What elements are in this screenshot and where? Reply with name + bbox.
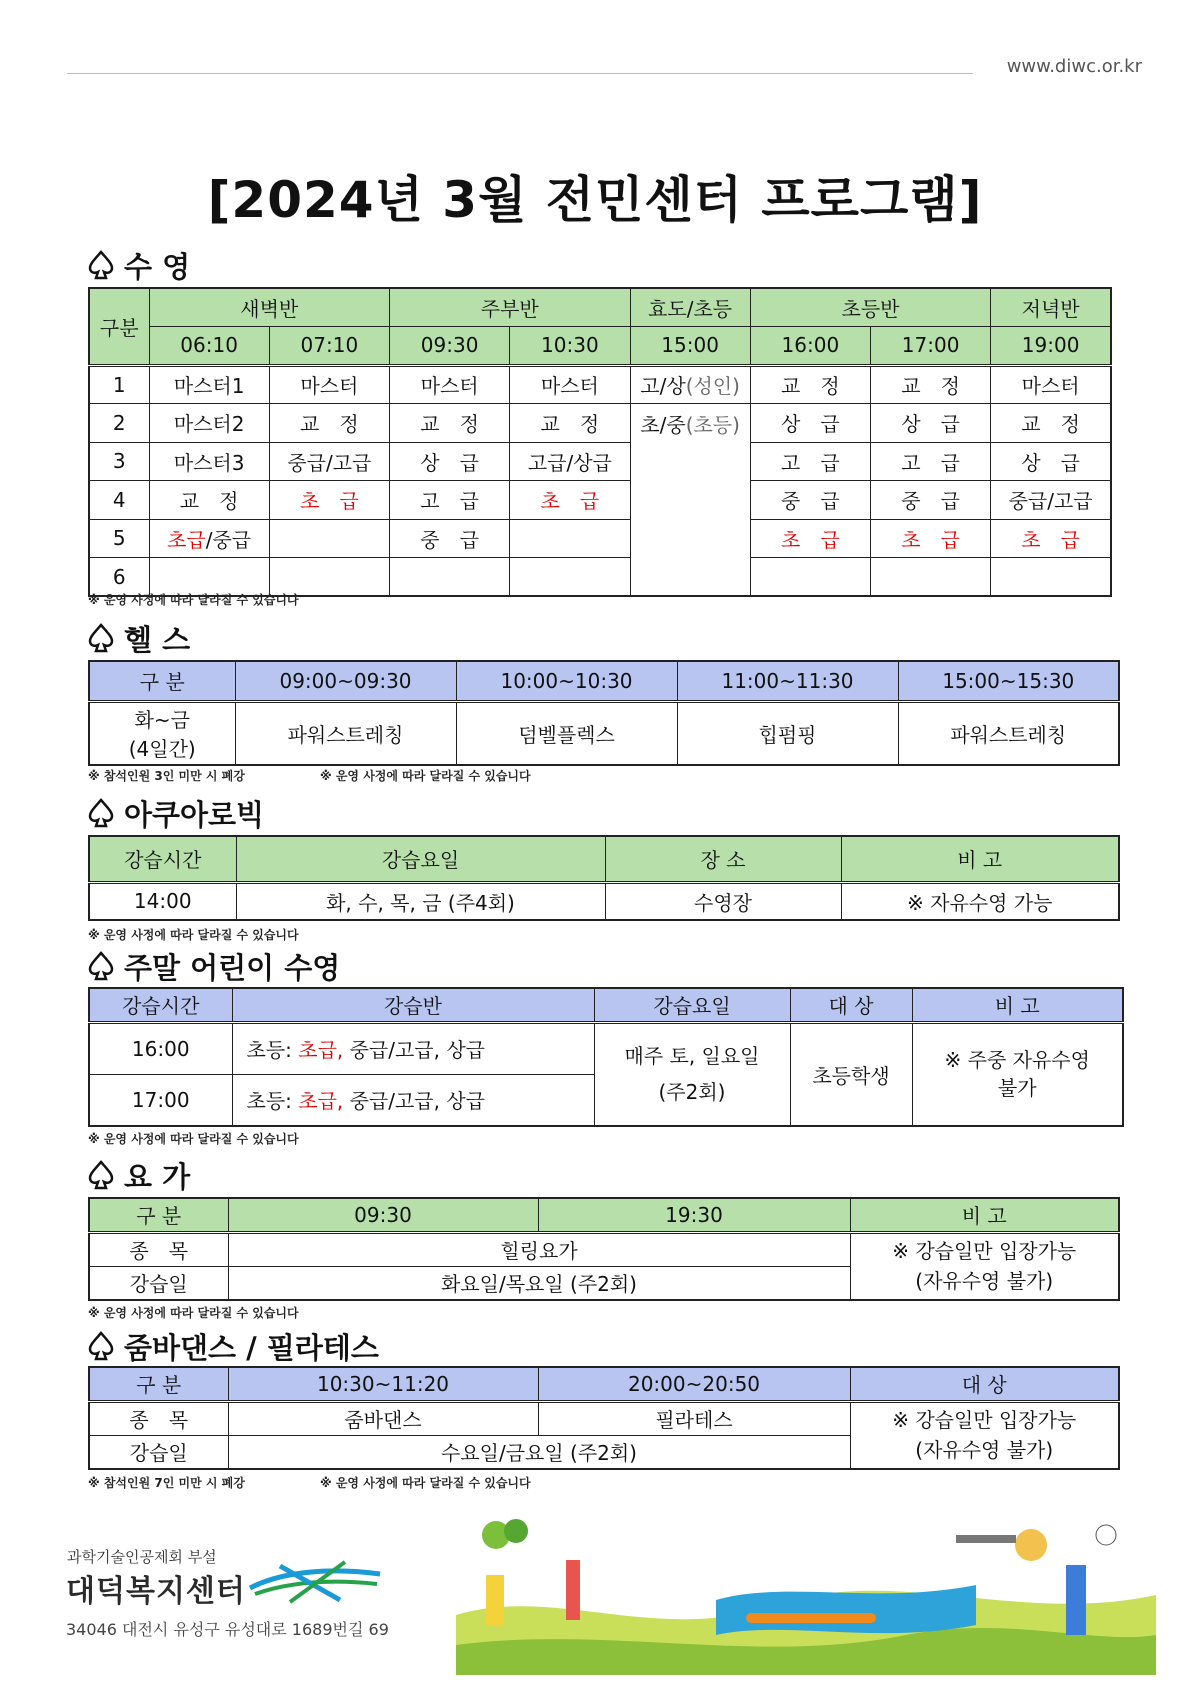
section-zumba	[88, 1328, 379, 1364]
class-cell: 교 정	[871, 365, 991, 404]
section-aqua	[88, 795, 264, 831]
table-row	[89, 519, 1111, 558]
spade-icon	[88, 1331, 114, 1361]
swim-table	[88, 287, 1112, 597]
empty-cell	[390, 558, 510, 597]
class-cell: 교 정	[750, 365, 870, 404]
column-header: 구 분	[89, 1367, 228, 1401]
class-cell	[149, 519, 269, 558]
class-cell: 마스터	[269, 365, 389, 404]
program-cell: 덤벨플렉스	[456, 701, 677, 765]
class-cell: 마스터	[390, 365, 510, 404]
row-number: 4	[89, 481, 149, 520]
time-header: 09:30	[390, 327, 510, 366]
page-title: [2024년 3월 전민센터 프로그램]	[207, 171, 983, 229]
time-header: 07:10	[269, 327, 389, 366]
table-row	[89, 1022, 1123, 1074]
remark-line: ※ 강습일만 입장가능	[892, 1408, 1077, 1433]
target-cell: 초등학생	[790, 1022, 912, 1126]
column-header: 20:00~20:50	[538, 1367, 850, 1401]
class-cell: 마스터3	[149, 442, 269, 481]
days-cell	[594, 1022, 790, 1126]
class-prefix: 초등:	[246, 1038, 299, 1062]
column-header: 강습시간	[89, 836, 236, 882]
swim-note: ※ 운영 사정에 따라 달라질 수 있습니다	[88, 593, 299, 607]
column-header: 대 상	[850, 1367, 1119, 1401]
header-rule	[67, 73, 973, 74]
spade-icon	[88, 250, 114, 280]
column-header: 강습반	[232, 988, 594, 1022]
group-header: 효도/초등	[630, 288, 750, 327]
row-number: 3	[89, 442, 149, 481]
class-cell: 중 급	[750, 481, 870, 520]
row-label: 종 목	[89, 1401, 228, 1435]
remark-cell: ※ 자유수영 가능	[841, 882, 1119, 920]
empty-cell	[630, 442, 750, 596]
class-cell: 교 정	[269, 404, 389, 443]
table-row	[89, 404, 1111, 443]
class-main: 초/중	[640, 412, 686, 437]
row-label: 강습일	[89, 1266, 228, 1300]
group-header: 초등반	[750, 288, 991, 327]
group-header: 새벽반	[149, 288, 390, 327]
column-header: 강습요일	[594, 988, 790, 1022]
table-row	[89, 701, 1119, 765]
row-number: 1	[89, 365, 149, 404]
remark-cell	[850, 1401, 1119, 1469]
column-header: 15:00~15:30	[898, 661, 1119, 701]
class-red-part: 초급	[167, 527, 206, 552]
class-cell: 중급/고급	[991, 481, 1111, 520]
time-header: 17:00	[871, 327, 991, 366]
class-cell-beginner: 초 급	[510, 481, 630, 520]
row-number: 6	[89, 558, 149, 597]
column-header: 비 고	[850, 1198, 1119, 1232]
class-cell: 교 정	[991, 404, 1111, 443]
time-cell: 16:00	[89, 1022, 232, 1074]
row-number: 2	[89, 404, 149, 443]
corner-cell: 구분	[89, 288, 149, 365]
class-cell: 상 급	[750, 404, 870, 443]
remark-line: ※ 주중 자유수영	[944, 1048, 1090, 1073]
class-cell	[232, 1022, 594, 1074]
remark-cell	[850, 1232, 1119, 1300]
class-cell	[630, 404, 750, 443]
zumba-note-1: ※ 참석인원 7인 미만 시 폐강	[88, 1476, 245, 1490]
table-row	[89, 442, 1111, 481]
empty-cell	[750, 558, 870, 597]
table-row	[89, 365, 1111, 404]
remark-line: (자유수영 불가)	[915, 1438, 1054, 1463]
class-sub: (초등)	[685, 412, 740, 437]
section-health	[88, 620, 190, 656]
class-beginner: 초급,	[298, 1089, 344, 1114]
class-cell: 상 급	[871, 404, 991, 443]
program-cell: 필라테스	[538, 1401, 850, 1435]
class-cell	[630, 365, 750, 404]
class-rest: 중급/고급, 상급	[343, 1089, 485, 1114]
section-title: 주말 어린이 수영	[124, 950, 341, 985]
class-cell	[232, 1074, 594, 1126]
class-prefix: 초등:	[246, 1089, 299, 1114]
table-row	[89, 481, 1111, 520]
class-cell: 중 급	[390, 519, 510, 558]
class-cell: 마스터	[510, 365, 630, 404]
section-title: 줌바댄스 / 필라테스	[124, 1330, 379, 1365]
class-cell: 고 급	[750, 442, 870, 481]
time-header: 15:00	[630, 327, 750, 366]
sports-illustration	[456, 1505, 1156, 1675]
spade-icon	[88, 951, 114, 981]
program-cell: 파워스트레칭	[898, 701, 1119, 765]
column-header: 09:00~09:30	[235, 661, 456, 701]
row-label-line: (4일간)	[128, 737, 196, 762]
row-label-line: 화~금	[134, 708, 190, 733]
class-cell: 교 정	[510, 404, 630, 443]
remark-cell	[912, 1022, 1123, 1126]
spade-icon	[88, 623, 114, 653]
column-header: 10:30~11:20	[228, 1367, 538, 1401]
health-note-1: ※ 참석인원 3인 미만 시 폐강	[88, 769, 245, 783]
class-cell-beginner: 초 급	[991, 519, 1111, 558]
program-cell: 줌바댄스	[228, 1401, 538, 1435]
section-title: 요 가	[124, 1159, 191, 1194]
days-cell: 화요일/목요일 (주2회)	[228, 1266, 850, 1300]
yoga-table	[88, 1197, 1120, 1301]
table-row	[89, 1232, 1119, 1266]
table-row	[89, 1401, 1119, 1435]
section-title: 수 영	[124, 249, 191, 284]
remark-line: ※ 강습일만 입장가능	[892, 1239, 1077, 1264]
remark-line: (자유수영 불가)	[915, 1269, 1054, 1294]
column-header: 장 소	[605, 836, 841, 882]
days-line: 매주 토, 일요일	[624, 1044, 760, 1069]
time-header: 19:00	[991, 327, 1111, 366]
class-cell: 고 급	[390, 481, 510, 520]
aqua-note: ※ 운영 사정에 따라 달라질 수 있습니다	[88, 928, 299, 942]
column-header: 대 상	[790, 988, 912, 1022]
class-cell: 마스터	[991, 365, 1111, 404]
section-swim	[88, 247, 190, 283]
column-header: 19:30	[538, 1198, 850, 1232]
class-main: 고/상	[640, 374, 686, 399]
zumba-table	[88, 1366, 1120, 1470]
center-logo	[245, 1550, 385, 1610]
row-number: 5	[89, 519, 149, 558]
column-header: 비 고	[912, 988, 1123, 1022]
class-cell: 중급/고급	[269, 442, 389, 481]
class-cell-beginner: 초 급	[269, 481, 389, 520]
kids-note: ※ 운영 사정에 따라 달라질 수 있습니다	[88, 1132, 299, 1146]
days-line: (주2회)	[658, 1080, 726, 1105]
group-header: 주부반	[390, 288, 631, 327]
kids-table	[88, 987, 1124, 1127]
days-cell: 화, 수, 목, 금 (주4회)	[236, 882, 605, 920]
class-sub: (성인)	[685, 374, 740, 399]
empty-cell	[510, 519, 630, 558]
footer-org: 과학기술인공제회 부설	[67, 1548, 217, 1566]
column-header: 구 분	[89, 1198, 228, 1232]
row-label: 종 목	[89, 1232, 228, 1266]
class-cell: 상 급	[991, 442, 1111, 481]
row-label	[89, 701, 235, 765]
days-cell: 수요일/금요일 (주2회)	[228, 1435, 850, 1469]
health-table	[88, 660, 1120, 766]
empty-cell	[991, 558, 1111, 597]
column-header: 비 고	[841, 836, 1119, 882]
program-cell: 파워스트레칭	[235, 701, 456, 765]
class-rest-part: /중급	[205, 527, 252, 552]
time-header: 10:30	[510, 327, 630, 366]
class-cell-beginner: 초 급	[871, 519, 991, 558]
zumba-note-2: ※ 운영 사정에 따라 달라질 수 있습니다	[320, 1476, 531, 1490]
spade-icon	[88, 798, 114, 828]
site-url[interactable]: www.diwc.or.kr	[1006, 56, 1142, 77]
yoga-note: ※ 운영 사정에 따라 달라질 수 있습니다	[88, 1306, 299, 1320]
empty-cell	[510, 558, 630, 597]
place-cell: 수영장	[605, 882, 841, 920]
class-cell: 고 급	[871, 442, 991, 481]
footer-address: 34046 대전시 유성구 유성대로 1689번길 69	[66, 1620, 389, 1639]
class-cell: 마스터1	[149, 365, 269, 404]
column-header: 강습요일	[236, 836, 605, 882]
class-beginner: 초급,	[298, 1038, 344, 1062]
remark-line: 불가	[997, 1076, 1037, 1101]
group-header: 저녁반	[991, 288, 1111, 327]
section-title: 헬 스	[124, 622, 191, 657]
class-cell: 교 정	[149, 481, 269, 520]
row-label: 강습일	[89, 1435, 228, 1469]
section-kids	[88, 948, 340, 984]
column-header: 강습시간	[89, 988, 232, 1022]
time-header: 16:00	[750, 327, 870, 366]
health-note-2: ※ 운영 사정에 따라 달라질 수 있습니다	[320, 769, 531, 783]
class-cell: 상 급	[390, 442, 510, 481]
time-header: 06:10	[149, 327, 269, 366]
spade-icon	[88, 1160, 114, 1190]
time-cell: 14:00	[89, 882, 236, 920]
class-cell: 마스터2	[149, 404, 269, 443]
class-rest: 중급/고급, 상급	[343, 1038, 485, 1062]
class-cell: 고급/상급	[510, 442, 630, 481]
table-row	[89, 882, 1119, 920]
column-header: 구 분	[89, 661, 235, 701]
empty-cell	[871, 558, 991, 597]
class-cell-beginner: 초 급	[750, 519, 870, 558]
footer-name: 대덕복지센터	[66, 1574, 246, 1609]
section-yoga	[88, 1157, 190, 1193]
time-cell: 17:00	[89, 1074, 232, 1126]
aqua-table	[88, 835, 1120, 921]
section-title: 아쿠아로빅	[124, 797, 265, 832]
column-header: 11:00~11:30	[677, 661, 898, 701]
column-header: 10:00~10:30	[456, 661, 677, 701]
empty-cell	[269, 519, 389, 558]
program-cell: 힐링요가	[228, 1232, 850, 1266]
program-cell: 힙펌핑	[677, 701, 898, 765]
class-cell: 중 급	[871, 481, 991, 520]
class-cell: 교 정	[390, 404, 510, 443]
column-header: 09:30	[228, 1198, 538, 1232]
